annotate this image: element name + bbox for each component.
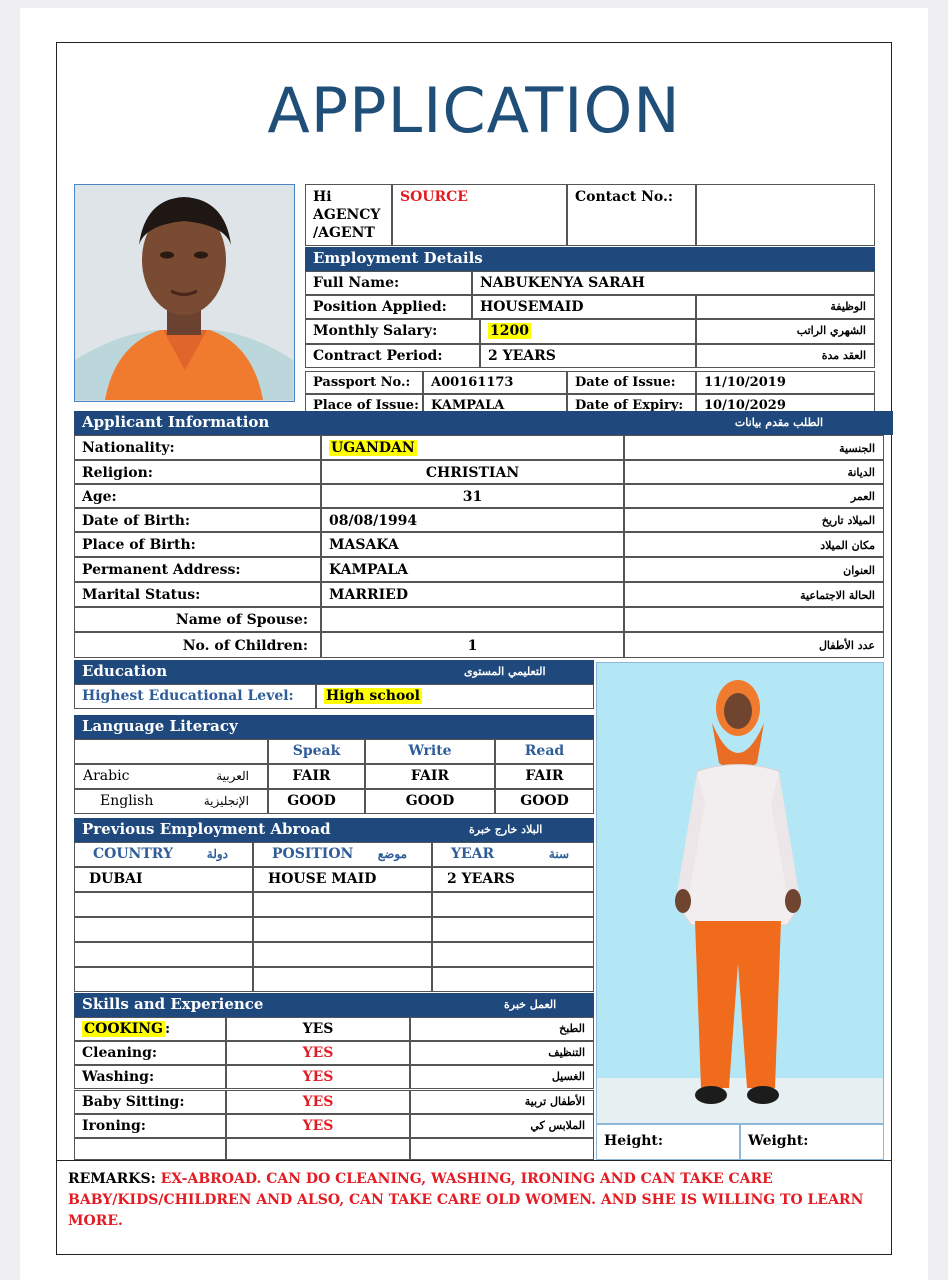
previous-cell [74,942,253,967]
skill-label: Cleaning [82,1045,152,1061]
applicant-ar: الحالة الاجتماعية [800,589,875,602]
previous-col-label: YEAR [451,846,495,862]
language-name: English [100,793,154,809]
applicant-value-cell [321,557,624,582]
language-header-label: Language Literacy [82,717,238,735]
agency-source-cell [392,184,567,246]
write-col-head [365,739,495,764]
passport-no-value: A00161173 [431,375,514,390]
language-write: GOOD [405,793,455,809]
skills-header-ar: العمل خبرة [504,998,557,1011]
previous-cell [432,867,594,892]
applicant-value-cell [321,532,624,557]
applicant-ar-cell [624,607,884,632]
applicant-label-cell [74,582,321,607]
height-label: Height: [604,1133,664,1149]
read-col-head [495,739,594,764]
skill-label: Ironing [82,1118,141,1134]
applicant-ar: الميلاد تاريخ [821,514,875,527]
position-label-cell [305,295,472,319]
skill-ar: التنظيف [548,1046,585,1059]
applicant-value: KAMPALA [329,562,409,578]
skill-label: Washing [82,1069,149,1085]
previous-cell [253,967,432,992]
skill-label: COOKING [84,1021,164,1037]
applicant-value-cell [321,484,624,508]
skill-label-cell [74,1041,226,1065]
applicant-ar-cell [624,484,884,508]
passport-no-label: Passport No.: [313,375,411,390]
skill-value-cell [226,1065,410,1089]
remarks-label: REMARKS: [68,1171,156,1187]
education-value-cell [316,684,594,709]
expiry-value-cell [696,394,875,412]
contact-label-cell [567,184,696,246]
contract-ar-cell [696,344,875,368]
previous-cell [74,967,253,992]
language-read-cell [495,764,594,789]
skill-value: YES [302,1045,334,1061]
previous-col-label: COUNTRY [93,846,173,862]
issue-date-label: Date of Issue: [575,375,676,390]
full-name-label: Full Name: [313,275,400,291]
weight-cell [740,1124,884,1160]
applicant-value: 08/08/1994 [329,513,418,529]
skill-ar: الملابس كي [530,1119,585,1132]
previous-cell [253,942,432,967]
education-header-ar: التعليمي المستوى [464,665,546,678]
applicant-label-cell [74,607,321,632]
previous-cell [253,867,432,892]
language-name: Arabic [83,768,130,784]
employment-header-label: Employment Details [313,249,483,267]
salary-ar-cell [696,319,875,344]
contact-label: Contact No.: [575,189,673,205]
skill-label-suffix: : [179,1094,185,1110]
full-name-value: NABUKENYA SARAH [480,275,645,291]
applicant-ar: العمر [850,490,875,503]
previous-col-label: POSITION [272,846,354,862]
language-speak: GOOD [287,793,336,809]
remarks-line2: BABY/KIDS/CHILDREN AND ALSO, CAN TAKE CARE OLD WOMEN. AND SHE IS WILLING TO LEARN MORE. [68,1192,864,1229]
education-label-cell [74,684,316,709]
applicant-header-ar: الطلب مقدم بيانات [734,416,823,429]
language-blank-head [74,739,268,764]
salary-value: 1200 [490,323,529,339]
employment-header [305,247,875,271]
previous-cell [432,967,594,992]
contact-value-cell [696,184,875,246]
speak-col-label: Speak [292,743,341,759]
language-name-cell [74,789,268,814]
applicant-label-cell [74,435,321,460]
applicant-value-cell [321,435,624,460]
applicant-ar: مكان الميلاد [820,539,875,552]
salary-ar: الشهري الراتب [796,324,866,337]
applicant-label: Nationality: [82,440,175,456]
previous-col-head [432,842,594,867]
applicant-label-cell [74,557,321,582]
previous-header-label: Previous Employment Abroad [82,820,331,838]
passport-no-label-cell [305,371,423,394]
applicant-label-cell [74,532,321,557]
position-ar-cell [696,295,875,319]
previous-value: 2 YEARS [447,871,515,887]
applicant-label-cell [74,484,321,508]
applicant-ar-cell [624,460,884,484]
language-write-cell [365,764,495,789]
skill-label: Baby Sitting [82,1094,180,1110]
applicant-value: MASAKA [329,537,399,553]
skill-value: YES [302,1021,334,1037]
applicant-label: Permanent Address: [82,562,241,578]
weight-label: Weight: [748,1133,809,1149]
previous-value: DUBAI [89,871,143,887]
applicant-value: 1 [467,638,478,654]
contract-label: Contract Period: [313,348,443,364]
remarks-box [57,1160,891,1254]
agency-label-line1: Hi [313,189,332,205]
agency-label-line2: AGENCY [313,207,381,223]
previous-cell [74,892,253,917]
remarks-line1: EX-ABROAD. CAN DO CLEANING, WASHING, IRONING AND CAN TAKE CARE [160,1171,773,1187]
skills-header [74,993,594,1017]
language-speak-cell [268,789,365,814]
previous-cell [74,867,253,892]
applicant-value: UGANDAN [331,440,415,456]
previous-header [74,818,594,842]
position-value: HOUSEMAID [480,299,584,315]
place-issue-label-cell [305,394,423,412]
applicant-ar-cell [624,632,884,658]
language-name-cell [74,764,268,789]
applicant-value: MARRIED [329,587,408,603]
previous-cell [432,892,594,917]
previous-cell [253,917,432,942]
salary-label-cell [305,319,480,344]
skill-value: YES [302,1069,334,1085]
skill-ar: الطبخ [559,1022,585,1035]
skill-blank-cell [410,1138,594,1160]
applicant-ar: عدد الأطفال [818,639,875,652]
skill-ar-cell [410,1090,594,1114]
skill-ar-cell [410,1065,594,1089]
applicant-header [74,411,893,435]
language-read: FAIR [525,768,564,784]
contract-label-cell [305,344,480,368]
applicant-label: Date of Birth: [82,513,191,529]
education-header-label: Education [82,662,168,680]
skill-label-suffix: : [148,1069,155,1085]
language-name-ar: العربية [216,769,249,783]
applicant-ar: الديانة [847,466,875,479]
skills-header-label: Skills and Experience [82,995,264,1013]
full-name-value-cell [472,271,875,295]
height-cell [596,1124,740,1160]
applicant-ar-cell [624,435,884,460]
position-value-cell [472,295,696,319]
previous-cell [253,892,432,917]
applicant-label-cell [74,632,321,658]
language-speak: FAIR [292,768,331,784]
previous-col-head [74,842,253,867]
education-value: High school [326,688,420,704]
skill-ar-cell [410,1017,594,1041]
previous-cell [432,942,594,967]
language-write: FAIR [410,768,450,784]
applicant-ar-cell [624,508,884,532]
skill-label-suffix: : [140,1118,146,1134]
skill-ar-cell [410,1041,594,1065]
education-header [74,660,594,684]
previous-col-ar: سنة [548,847,569,861]
previous-cell [74,917,253,942]
skill-label-cell [74,1090,226,1114]
applicant-label: Religion: [82,465,153,481]
previous-header-ar: البلاد خارج خبرة [469,823,543,836]
language-speak-cell [268,764,365,789]
applicant-value-cell [321,508,624,532]
remarks-line1-row [68,1169,891,1190]
language-read-cell [495,789,594,814]
place-issue-value-cell [423,394,567,412]
place-issue-label: Place of Issue: [313,398,419,412]
contract-value: 2 YEARS [488,348,556,364]
applicant-header-label: Applicant Information [82,413,270,431]
contract-value-cell [480,344,696,368]
applicant-label-cell [74,508,321,532]
language-header [74,715,594,739]
previous-value: HOUSE MAID [268,871,377,887]
skill-label-cell [74,1114,226,1138]
skill-value-cell [226,1090,410,1114]
applicant-ar: الجنسية [839,442,875,455]
previous-col-head [253,842,432,867]
place-issue-value: KAMPALA [431,398,505,412]
skill-ar-cell [410,1114,594,1138]
passport-no-value-cell [423,371,567,394]
skill-label-cell [74,1017,226,1041]
page-title: APPLICATION [267,74,681,147]
skill-ar: الغسيل [551,1070,585,1083]
skill-value: YES [302,1094,334,1110]
applicant-label: No. of Children: [182,638,308,654]
applicant-value-cell [321,582,624,607]
portrait-photo [74,184,295,402]
expiry-value: 10/10/2029 [704,398,786,412]
contract-ar: العقد مدة [821,349,866,362]
skill-value-cell [226,1017,410,1041]
applicant-ar: العنوان [843,564,875,577]
applicant-value: 31 [462,489,483,505]
issue-date-value-cell [696,371,875,394]
portrait-illustration [75,185,293,400]
applicant-value: CHRISTIAN [425,465,520,481]
position-ar: الوظيفة [830,300,866,313]
applicant-ar-cell [624,582,884,607]
salary-label: Monthly Salary: [313,323,438,339]
language-read: GOOD [520,793,569,809]
expiry-label: Date of Expiry: [575,398,684,412]
language-write-cell [365,789,495,814]
applicant-label: Name of Spouse: [175,612,308,628]
skill-label-suffix: : [151,1045,158,1061]
skill-value: YES [302,1118,334,1134]
issue-date-value: 11/10/2019 [704,375,786,390]
previous-col-ar: دولة [206,847,228,861]
agency-label-line3: /AGENT [313,225,375,241]
applicant-label-cell [74,460,321,484]
skill-blank-cell [226,1138,410,1160]
full-body-photo [596,662,884,1124]
skill-value-cell [226,1041,410,1065]
skill-ar: الأطفال تربية [524,1095,585,1108]
applicant-label: Age: [82,489,117,505]
agency-label-cell [305,184,392,246]
read-col-label: Read [524,743,565,759]
position-label: Position Applied: [313,299,447,315]
applicant-value-cell [321,460,624,484]
speak-col-head [268,739,365,764]
applicant-value-cell [321,632,624,658]
skill-blank-cell [74,1138,226,1160]
skill-label-suffix: : [165,1021,171,1037]
full-body-illustration [597,663,884,1124]
education-label: Highest Educational Level: [82,688,294,704]
previous-cell [432,917,594,942]
skill-value-cell [226,1114,410,1138]
salary-value-cell [480,319,696,344]
issue-date-label-cell [567,371,696,394]
applicant-value-cell [321,607,624,632]
full-name-label-cell [305,271,472,295]
applicant-ar-cell [624,532,884,557]
language-name-ar: الإنجليزية [203,794,249,808]
expiry-label-cell [567,394,696,412]
applicant-ar-cell [624,557,884,582]
applicant-label: Marital Status: [82,587,201,603]
previous-col-ar: موضع [377,847,407,861]
skill-label-cell [74,1065,226,1089]
write-col-label: Write [408,743,452,759]
agency-source: SOURCE [400,189,468,205]
applicant-label: Place of Birth: [82,537,196,553]
